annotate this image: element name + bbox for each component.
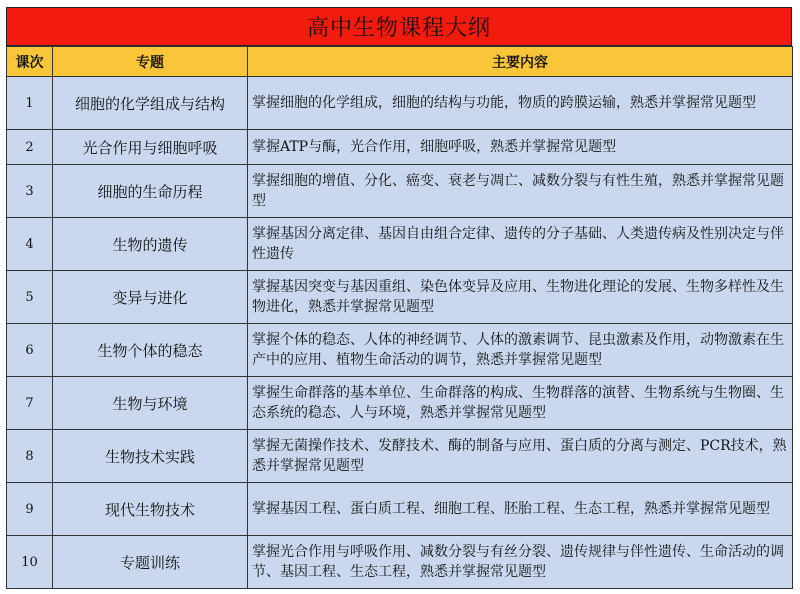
syllabus-sheet bbox=[6, 7, 792, 589]
content-cell: 掌握基因工程、蛋白质工程、细胞工程、胚胎工程、生态工程，熟悉并掌握常见题型 bbox=[248, 483, 793, 536]
syllabus-table bbox=[6, 46, 793, 589]
table-row bbox=[7, 324, 793, 377]
content-cell: 掌握基因分离定律、基因自由组合定律、遗传的分子基础、人类遗传病及性别决定与伴性遗传 bbox=[248, 218, 793, 271]
content-cell: 掌握细胞的增值、分化、癌变、衰老与凋亡、减数分裂与有性生殖，熟悉并掌握常见题型 bbox=[248, 165, 793, 218]
topic-cell: 生物个体的稳态 bbox=[53, 324, 248, 377]
topic-cell: 生物与环境 bbox=[53, 377, 248, 430]
header-content: 主要内容 bbox=[248, 47, 793, 77]
lesson-number: 6 bbox=[7, 324, 53, 377]
lesson-number: 9 bbox=[7, 483, 53, 536]
table-row bbox=[7, 165, 793, 218]
table-row bbox=[7, 130, 793, 165]
content-cell: 掌握无菌操作技术、发酵技术、酶的制备与应用、蛋白质的分离与测定、PCR技术，熟悉并掌握常见题型 bbox=[248, 430, 793, 483]
table-row bbox=[7, 271, 793, 324]
header-row bbox=[7, 47, 793, 77]
lesson-number: 3 bbox=[7, 165, 53, 218]
content-cell: 掌握基因突变与基因重组、染色体变异及应用、生物进化理论的发展、生物多样性及生物进化，熟悉并掌握常见题型 bbox=[248, 271, 793, 324]
lesson-number: 5 bbox=[7, 271, 53, 324]
content-cell: 掌握ATP与酶，光合作用，细胞呼吸，熟悉并掌握常见题型 bbox=[248, 130, 793, 165]
topic-cell: 细胞的化学组成与结构 bbox=[53, 77, 248, 130]
lesson-number: 7 bbox=[7, 377, 53, 430]
header-topic: 专题 bbox=[53, 47, 248, 77]
table-row bbox=[7, 483, 793, 536]
topic-cell: 光合作用与细胞呼吸 bbox=[53, 130, 248, 165]
header-lesson: 课次 bbox=[7, 47, 53, 77]
lesson-number: 2 bbox=[7, 130, 53, 165]
page-title: 高中生物课程大纲 bbox=[6, 7, 792, 46]
content-cell: 掌握细胞的化学组成，细胞的结构与功能，物质的跨膜运输，熟悉并掌握常见题型 bbox=[248, 77, 793, 130]
content-cell: 掌握个体的稳态、人体的神经调节、人体的激素调节、昆虫激素及作用，动物激素在生产中的应用、植物生命活动的调节，熟悉并掌握常见题型 bbox=[248, 324, 793, 377]
topic-cell: 现代生物技术 bbox=[53, 483, 248, 536]
topic-cell: 生物的遗传 bbox=[53, 218, 248, 271]
topic-cell: 专题训练 bbox=[53, 536, 248, 589]
table-row bbox=[7, 77, 793, 130]
table-row bbox=[7, 536, 793, 589]
topic-cell: 生物技术实践 bbox=[53, 430, 248, 483]
content-cell: 掌握光合作用与呼吸作用、减数分裂与有丝分裂、遗传规律与伴性遗传、生命活动的调节、基因工程、生态工程，熟悉并掌握常见题型 bbox=[248, 536, 793, 589]
lesson-number: 1 bbox=[7, 77, 53, 130]
topic-cell: 变异与进化 bbox=[53, 271, 248, 324]
lesson-number: 4 bbox=[7, 218, 53, 271]
lesson-number: 10 bbox=[7, 536, 53, 589]
table-row bbox=[7, 377, 793, 430]
lesson-number: 8 bbox=[7, 430, 53, 483]
content-cell: 掌握生命群落的基本单位、生命群落的构成、生物群落的演替、生物系统与生物圈、生态系统的稳态、人与环境，熟悉并掌握常见题型 bbox=[248, 377, 793, 430]
table-row bbox=[7, 218, 793, 271]
table-row bbox=[7, 430, 793, 483]
topic-cell: 细胞的生命历程 bbox=[53, 165, 248, 218]
